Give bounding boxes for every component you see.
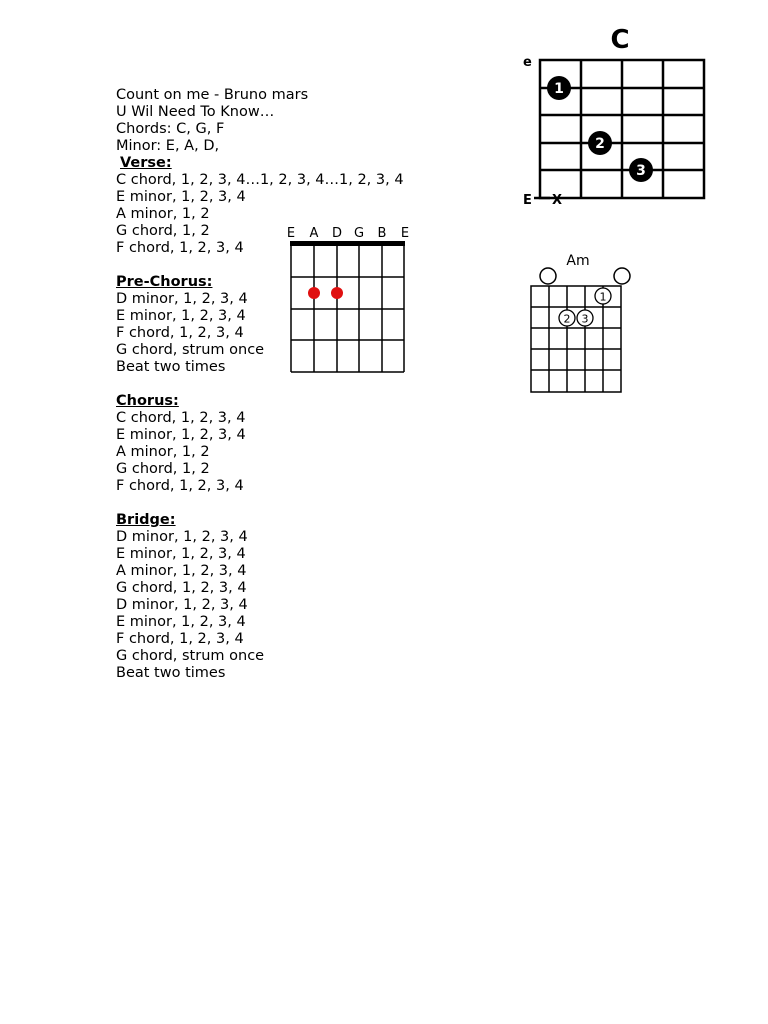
verse-line: F chord, 1, 2, 3, 4 [116,240,244,256]
bridge-line: G chord, 1, 2, 3, 4 [116,580,247,596]
fretboard-grid [291,244,404,372]
finger-number: 3 [581,312,589,326]
finger-number: 2 [595,136,605,152]
string-label-low-e: E [523,193,532,208]
song-title: Count on me - Bruno mars [116,87,309,103]
pre-chorus-heading: Pre-Chorus: [116,274,213,290]
verse-line: C chord, 1, 2, 3, 4…1, 2, 3, 4…1, 2, 3, 4 [116,172,404,188]
song-text [116,87,404,682]
open-string-marker [540,268,556,284]
chord-title: Am [566,253,590,269]
bridge-line: D minor, 1, 2, 3, 4 [116,529,248,545]
string-label: B [377,226,387,241]
chorus-line: A minor, 1, 2 [116,444,210,460]
finger-dot [331,287,343,299]
string-label: G [353,226,365,241]
bridge-heading: Bridge: [116,512,176,528]
finger-number: 1 [599,290,607,304]
e-minor-chord-diagram [282,222,412,374]
verse-line: A minor, 1, 2 [116,206,210,222]
chorus-line: E minor, 1, 2, 3, 4 [116,427,246,443]
string-label: D [331,226,343,241]
string-label: E [400,226,410,241]
verse-line: G chord, 1, 2 [116,223,210,239]
string-label: A [309,226,319,241]
string-label-e: e [523,55,532,70]
muted-string-marker: X [552,193,563,208]
finger-number: 1 [554,81,564,97]
bridge-line: Beat two times [116,665,226,681]
bridge-line: A minor, 1, 2, 3, 4 [116,563,247,579]
finger-number: 2 [563,312,571,326]
verse-heading: Verse: [120,155,172,171]
minor-line: Minor: E, A, D, [116,138,220,154]
chorus-line: G chord, 1, 2 [116,461,210,477]
chorus-heading: Chorus: [116,393,179,409]
pre-chorus-line: E minor, 1, 2, 3, 4 [116,308,246,324]
pre-chorus-line: G chord, strum once [116,342,265,358]
chorus-line: F chord, 1, 2, 3, 4 [116,478,244,494]
chorus-line: C chord, 1, 2, 3, 4 [116,410,246,426]
chords-line: Chords: C, G, F [116,121,225,137]
subtitle: U Wil Need To Know… [116,104,275,120]
bridge-line: F chord, 1, 2, 3, 4 [116,631,244,647]
bridge-line: G chord, strum once [116,648,265,664]
chord-title: C [610,25,630,55]
pre-chorus-line: F chord, 1, 2, 3, 4 [116,325,244,341]
nut [290,241,405,246]
bridge-line: E minor, 1, 2, 3, 4 [116,614,246,630]
bridge-line: D minor, 1, 2, 3, 4 [116,597,248,613]
string-label: E [286,226,296,241]
am-chord-diagram [528,250,638,396]
c-chord-diagram [520,24,710,208]
bridge-line: E minor, 1, 2, 3, 4 [116,546,246,562]
finger-number: 3 [636,163,646,179]
verse-line: E minor, 1, 2, 3, 4 [116,189,246,205]
open-string-marker [614,268,630,284]
pre-chorus-line: D minor, 1, 2, 3, 4 [116,291,248,307]
finger-dot [308,287,320,299]
pre-chorus-line: Beat two times [116,359,226,375]
